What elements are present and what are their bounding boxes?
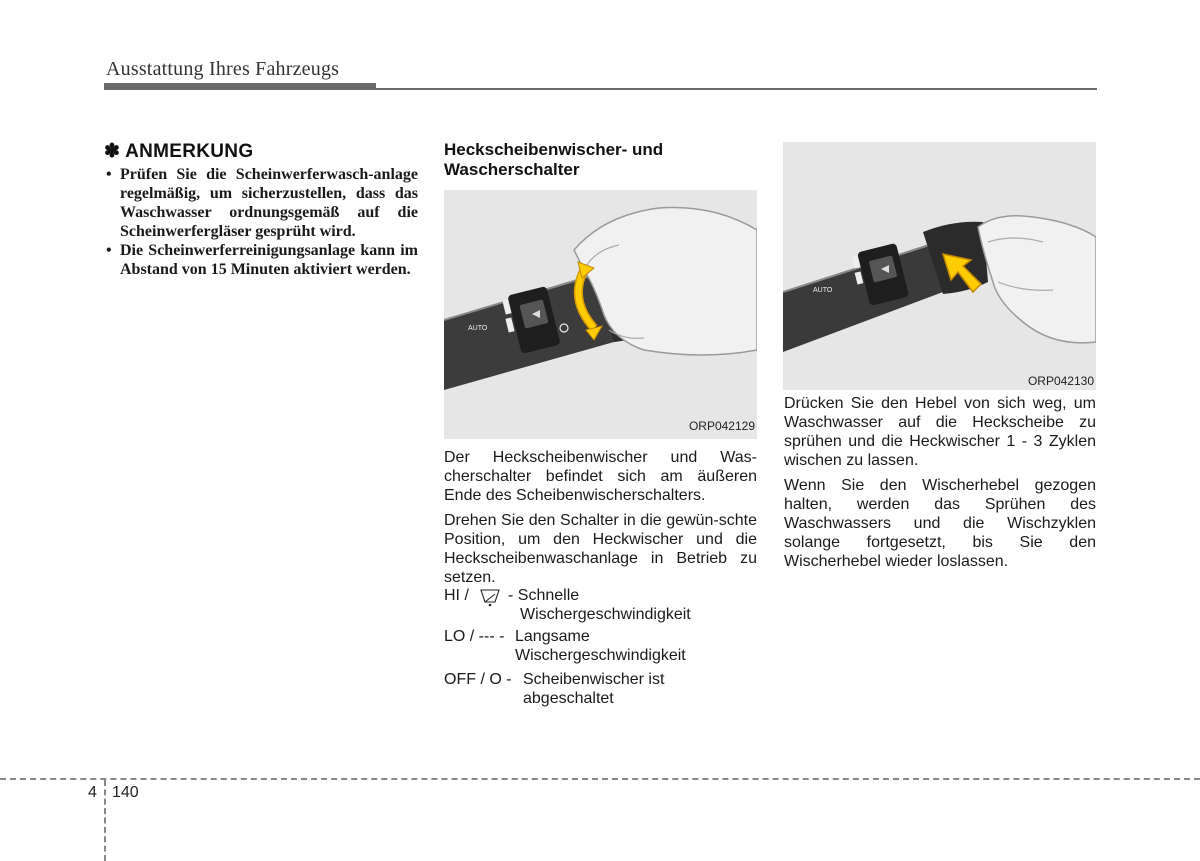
note-heading: ✽ ANMERKUNG (104, 141, 254, 162)
bullet-icon: • (106, 242, 112, 259)
position-label: Scheibenwischer ist (523, 671, 665, 688)
note-item (104, 165, 418, 241)
section-body (444, 448, 757, 593)
figure-rear-washer-push (783, 142, 1096, 390)
paragraph: Wenn Sie den Wischerhebel gezogen halten, werden das Sprühen des Waschwassers und die Wischzyklen solange fortgesetzt, bis Sie den Wischerhebel wieder loslassen. (784, 477, 1096, 570)
section-heading-line: Heckscheibenwischer- und (444, 140, 664, 159)
position-key: OFF / O - (444, 671, 512, 688)
chapter-number: 4 (88, 784, 97, 801)
wiper-stalk-push-illustration (783, 142, 1096, 390)
position-description: abgeschaltet (523, 690, 614, 707)
paragraph: Drücken Sie den Hebel von sich weg, um Waschwasser auf die Heckscheibe zu sprühen und die Heckwischer 1 - 3 Zyklen wischen zu lassen. (784, 395, 1096, 469)
paragraph: Drehen Sie den Schalter in die gewün-schte Position, um den Heckwischer und die Heckscheibenwaschanlage in Betrieb zu setzen. (444, 512, 757, 586)
note-item (104, 241, 418, 279)
right-body (784, 394, 1096, 577)
figure-code: ORP042129 (688, 419, 755, 433)
wiper-hi-icon (479, 587, 501, 612)
paragraph: Der Heckscheibenwischer und Was-cherschalter befindet sich am äußeren Ende des Scheibenwischerschalters. (444, 449, 757, 504)
note-box (104, 140, 418, 279)
section-heading (444, 140, 754, 180)
header-rule (104, 88, 1097, 90)
svg-text:AUTO: AUTO (813, 287, 833, 294)
bullet-icon: • (106, 166, 112, 183)
footer-rule (0, 778, 1200, 780)
section-heading-line: Wascherschalter (444, 160, 580, 179)
figure-rear-wiper-switch (444, 190, 757, 439)
position-description: Wischergeschwindigkeit (515, 647, 686, 664)
wiper-stalk-illustration (444, 190, 757, 439)
note-item-text: Prüfen Sie die Scheinwerferwasch-anlage regelmäßig, um sicherzustellen, dass das Waschwasser ordnungsgemäß auf die Scheinwerfergläser gesprüht wird. (120, 166, 418, 240)
footer-vertical-rule (104, 780, 106, 861)
position-key: LO / --- - (444, 628, 505, 645)
figure-code: ORP042130 (1027, 374, 1094, 388)
note-list (104, 165, 418, 279)
switch-positions-list (444, 586, 757, 710)
position-key: HI / (444, 587, 469, 604)
note-item-text: Die Scheinwerferreinigungsanlage kann im Abstand von 15 Minuten aktiviert werden. (120, 242, 418, 278)
svg-text:AUTO: AUTO (468, 325, 488, 332)
position-description: Wischergeschwindigkeit (520, 606, 691, 623)
page-number: 140 (112, 784, 139, 801)
page-header-title: Ausstattung Ihres Fahrzeugs (106, 58, 340, 80)
position-label: Langsame (515, 628, 590, 645)
position-label: - Schnelle (508, 587, 580, 604)
